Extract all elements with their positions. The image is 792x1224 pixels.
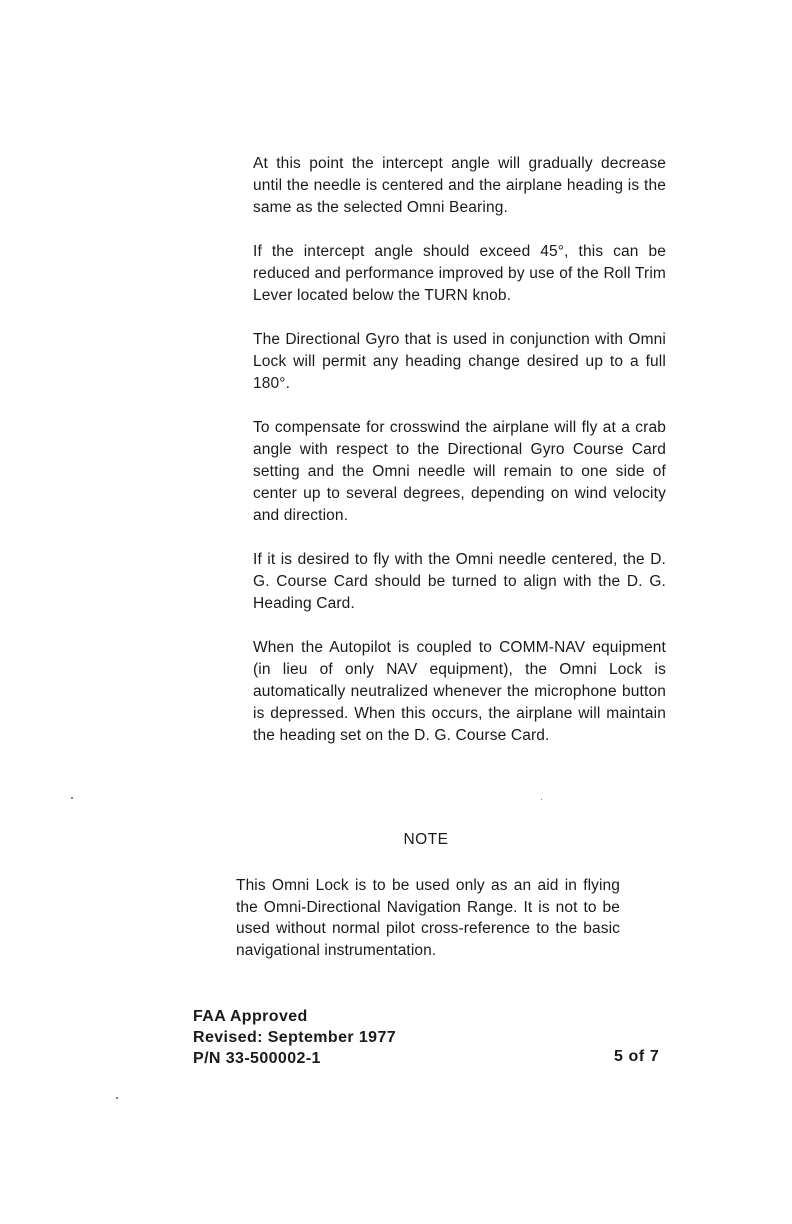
scan-speck [541, 799, 542, 800]
paragraph-comm-nav: When the Autopilot is coupled to COMM-NAV equipment (in lieu of only NAV equipment), the Omni Lock is automatically neutralized whenever the microphone button is depressed. When this occurs, the airplane will maintain the heading set on the D. G. Course Card. [253, 639, 666, 744]
part-number: P/N 33-500002-1 [193, 1050, 321, 1067]
note-title: NOTE [403, 831, 449, 848]
footer-info [193, 1006, 396, 1069]
scan-speck [116, 1097, 118, 1099]
paragraph-directional-gyro: The Directional Gyro that is used in conjunction with Omni Lock will permit any heading change desired up to a full 180°. [253, 331, 666, 392]
paragraph-crosswind: To compensate for crosswind the airplane will fly at a crab angle with respect to the Directional Gyro Course Card setting and the Omni needle will remain to one side of center up to several degrees, depending on wind velocity and direction. [253, 419, 666, 524]
faa-approval: FAA Approved [193, 1008, 308, 1025]
paragraph-needle-centered: If it is desired to fly with the Omni needle centered, the D. G. Course Card should be turned to align with the D. G. Heading Card. [253, 551, 666, 612]
page-number: 5 of 7 [614, 1048, 660, 1065]
body-text [253, 153, 666, 769]
paragraph-intercept-angle: At this point the intercept angle will gradually decrease until the needle is centered and the airplane heading is the same as the selected Omni Bearing. [253, 155, 666, 216]
note-body: This Omni Lock is to be used only as an aid in flying the Omni-Directional Navigation Range. It is not to be used without normal pilot cross-reference to the basic navigational instrumentation. [236, 877, 620, 959]
revision-date: Revised: September 1977 [193, 1029, 397, 1046]
scan-speck [71, 797, 73, 799]
paragraph-roll-trim: If the intercept angle should exceed 45°, this can be reduced and performance improved by use of the Roll Trim Lever located below the TURN knob. [253, 243, 666, 304]
